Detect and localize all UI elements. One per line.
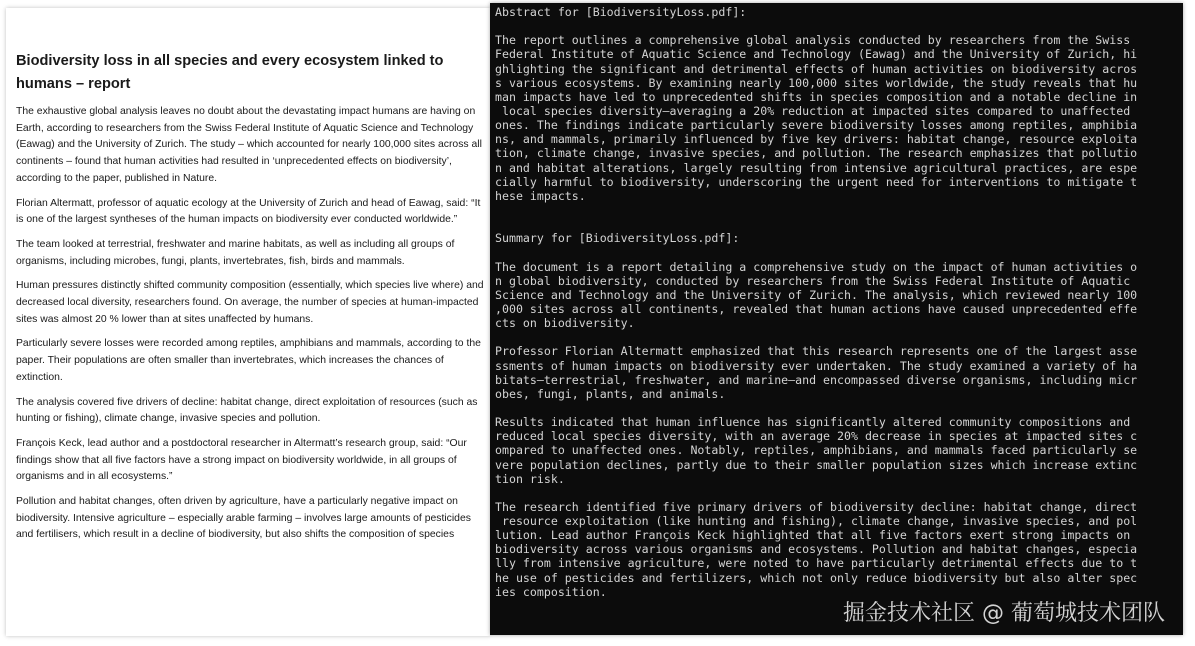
document-paragraph: Human pressures distinctly shifted community composition (essentially, which species live where) and decreased local diversity, researchers found. On average, the number of species at human-impacted sites was almost 20 % lower than at sites unaffected by humans. (16, 280, 484, 325)
terminal-line: local species diversity—averaging a 20% reduction at impacted sites compared to unaffected (495, 103, 1131, 118)
terminal-line: n global biodiversity, conducted by researchers from the Swiss Federal Institute of Aquatic (495, 273, 1131, 288)
terminal-line: obes, fungi, plants, and animals. (495, 386, 726, 401)
terminal-line: biodiversity across various organisms and ecosystems. Pollution and habitat changes, especia (495, 542, 1138, 557)
terminal-line: he use of pesticides and fertilizers, which not only reduce biodiversity but also alter spec (495, 570, 1138, 585)
terminal-line (495, 401, 1181, 415)
terminal-line: ies composition. (495, 584, 607, 599)
terminal-line: Professor Florian Altermatt emphasized that this research represents one of the largest asse (495, 344, 1138, 359)
document-paragraph: The analysis covered five drivers of decline: habitat change, direct exploitation of resources (such as hunting or fishing), climate change, invasive species and pollution. (16, 396, 478, 425)
terminal-line: Summary for [BiodiversityLoss.pdf]: (495, 231, 740, 246)
terminal-line: man impacts have led to unprecedented shifts in species composition and a notable decline in (495, 89, 1138, 104)
document-content (16, 50, 484, 552)
terminal-window[interactable] (490, 3, 1183, 635)
terminal-line: reduced local species diversity, with an average 20% decrease in species at impacted sites c (495, 429, 1138, 444)
terminal-line: hese impacts. (495, 188, 586, 203)
terminal-line: ompared to unaffected ones. Notably, reptiles, amphibians, and mammals faced particularly se (495, 443, 1138, 458)
terminal-line (495, 203, 1181, 217)
terminal-line: resource exploitation (like hunting and fishing), climate change, invasive species, and pol (495, 514, 1138, 529)
document-paragraph: Particularly severe losses were recorded among reptiles, amphibians and mammals, according to the paper. Their populations are often smaller than invertebrates, which increases the chances of extinction. (16, 338, 481, 383)
terminal-line: Abstract for [BiodiversityLoss.pdf]: (495, 5, 747, 19)
terminal-line: The document is a report detailing a comprehensive study on the impact of human activities o (495, 259, 1138, 274)
document-paragraph: The team looked at terrestrial, freshwater and marine habitats, as well as including all groups of organisms, including microbes, fungi, plants, invertebrates, fish, birds and mammals. (16, 238, 455, 267)
terminal-line: vere population declines, partly due to their smaller population sizes which increase extinc (495, 457, 1138, 472)
terminal-line: tion risk. (495, 471, 565, 486)
terminal-line (495, 330, 1181, 344)
terminal-line: Results indicated that human influence has significantly altered community compositions and (495, 415, 1131, 430)
document-paragraph: François Keck, lead author and a postdoctoral researcher in Altermatt’s research group, said: “Our findings show that all five factors have a strong impact on biodiversity worldwide, in all groups of organisms and in all ecosystems.” (16, 437, 467, 483)
terminal-line: Science and Technology and the University of Zurich. The analysis, which reviewed nearly 100 (495, 287, 1138, 302)
terminal-output[interactable] (495, 5, 1181, 599)
terminal-line: n and habitat alterations, largely resulting from intensive agricultural practices, are espe (495, 160, 1138, 175)
terminal-line: s various ecosystems. By examining nearly 100,000 sites worldwide, the study reveals that hu (495, 75, 1138, 90)
terminal-line: The research identified five primary drivers of biodiversity decline: habitat change, direct (495, 499, 1138, 514)
terminal-line: tion, climate change, invasive species, and pollution. The research emphasizes that pollutio (495, 146, 1138, 161)
terminal-line: ghlighting the significant and detrimental effects of human activities on biodiversity acros (495, 61, 1138, 76)
terminal-line: cially harmful to biodiversity, underscoring the urgent need for interventions to mitigate t (495, 174, 1138, 189)
terminal-line (495, 245, 1181, 259)
terminal-line: ns, and mammals, primarily influenced by five key drivers: habitat change, resource exploita (495, 132, 1138, 147)
terminal-line: Federal Institute of Aquatic Science and Technology (Eawag) and the University of Zurich, hi (495, 47, 1138, 62)
terminal-line: lly from intensive agriculture, were noted to have particularly detrimental effects due to t (495, 556, 1138, 571)
terminal-line: ssments of human impacts on biodiversity ever undertaken. The study examined a variety of ha (495, 358, 1138, 373)
terminal-line (495, 217, 1181, 231)
document-paragraph: Florian Altermatt, professor of aquatic ecology at the University of Zurich and head of Eawag, said: “It is one of the largest syntheses of the human impacts on biodiversity ever conducted worldwide.” (16, 197, 481, 226)
document-paragraph: Pollution and habitat changes, often driven by agriculture, have a particularly negative impact on biodiversity. Intensive agriculture – especially arable farming – involves large amounts of pesticides and fertilisers, which result in a decline of biodiversity, but also shifts the composition of species (16, 496, 471, 541)
document-page (6, 8, 490, 636)
terminal-line (495, 486, 1181, 500)
terminal-line: cts on biodiversity. (495, 316, 635, 331)
terminal-line (495, 19, 1181, 33)
watermark-text: 掘金技术社区 @ 葡萄城技术团队 (843, 601, 1165, 626)
terminal-line: The report outlines a comprehensive global analysis conducted by researchers from the Swiss (495, 33, 1131, 48)
terminal-line: lution. Lead author François Keck highlighted that all five factors exert strong impacts on (495, 528, 1131, 543)
terminal-line: ,000 sites across all continents, revealed that human actions have caused unprecedented effe (495, 301, 1138, 316)
document-paragraph: The exhaustive global analysis leaves no doubt about the devastating impact humans are having on Earth, according to researchers from the Swiss Federal Institute of Aquatic Science and Technology (Eawag) and the University of Zurich. The study – which accounted for nearly 100,000 sites across all continents – found that human activities had resulted in ‘unprecedented effects on biodiversity’, according to the paper, published in Nature. (16, 106, 482, 184)
terminal-line: ones. The findings indicate particularly severe biodiversity losses among reptiles, amphibia (495, 118, 1138, 133)
document-title: Biodiversity loss in all species and every ecosystem linked to humans – report (16, 53, 444, 92)
terminal-line: bitats—terrestrial, freshwater, and marine—and encompassed diverse organisms, including micr (495, 372, 1138, 387)
